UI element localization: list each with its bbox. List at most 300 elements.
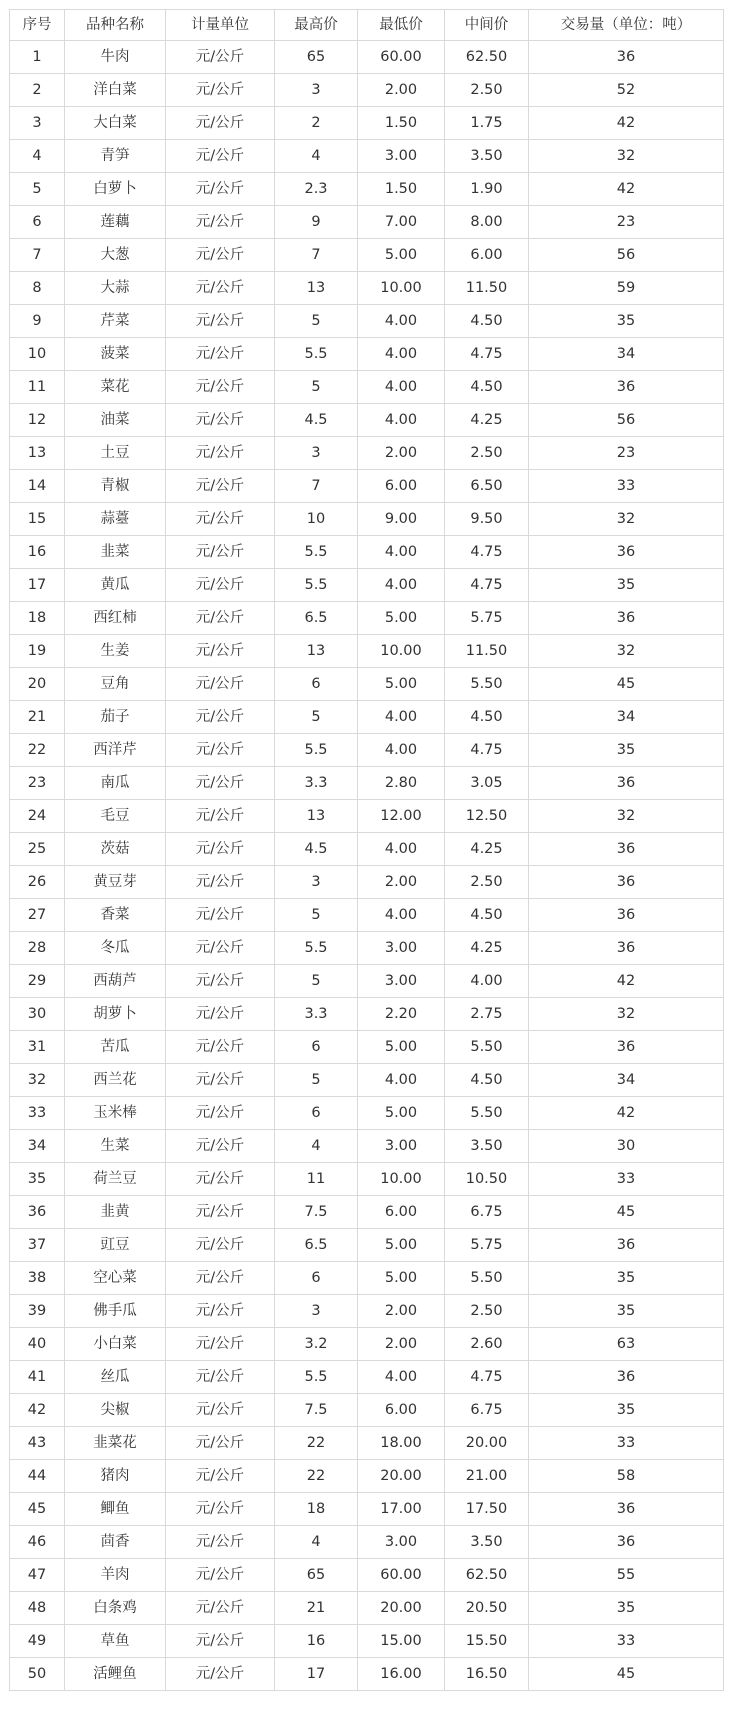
cell-volume: 36 [529,602,724,635]
cell-variety-name: 尖椒 [65,1394,166,1427]
cell-unit: 元/公斤 [166,569,275,602]
cell-index: 14 [10,470,65,503]
cell-index: 4 [10,140,65,173]
cell-volume: 36 [529,1361,724,1394]
cell-unit: 元/公斤 [166,1262,275,1295]
cell-volume: 42 [529,1097,724,1130]
cell-unit: 元/公斤 [166,536,275,569]
cell-variety-name: 草鱼 [65,1625,166,1658]
cell-max-price: 5.5 [275,1361,358,1394]
table-row [10,998,724,1031]
cell-volume: 34 [529,701,724,734]
cell-max-price: 6 [275,668,358,701]
cell-mid-price: 5.75 [445,1229,529,1262]
table-row [10,1625,724,1658]
cell-variety-name: 大蒜 [65,272,166,305]
cell-volume: 36 [529,536,724,569]
cell-index: 5 [10,173,65,206]
cell-mid-price: 11.50 [445,635,529,668]
cell-index: 25 [10,833,65,866]
header-variety-name: 品种名称 [65,10,166,41]
cell-min-price: 1.50 [358,107,445,140]
cell-min-price: 4.00 [358,899,445,932]
table-row [10,1559,724,1592]
cell-max-price: 13 [275,635,358,668]
cell-max-price: 5.5 [275,338,358,371]
cell-mid-price: 5.50 [445,668,529,701]
price-table [9,9,724,1691]
cell-max-price: 16 [275,1625,358,1658]
cell-variety-name: 大葱 [65,239,166,272]
cell-index: 29 [10,965,65,998]
cell-volume: 33 [529,470,724,503]
cell-mid-price: 6.50 [445,470,529,503]
cell-variety-name: 青笋 [65,140,166,173]
cell-mid-price: 1.75 [445,107,529,140]
cell-volume: 45 [529,668,724,701]
cell-variety-name: 白条鸡 [65,1592,166,1625]
cell-variety-name: 西兰花 [65,1064,166,1097]
table-row [10,1493,724,1526]
cell-unit: 元/公斤 [166,635,275,668]
cell-max-price: 3 [275,866,358,899]
cell-index: 12 [10,404,65,437]
cell-volume: 42 [529,173,724,206]
cell-volume: 36 [529,1031,724,1064]
cell-volume: 33 [529,1625,724,1658]
table-row [10,701,724,734]
cell-max-price: 7.5 [275,1394,358,1427]
cell-max-price: 3 [275,74,358,107]
cell-index: 18 [10,602,65,635]
cell-mid-price: 62.50 [445,1559,529,1592]
cell-unit: 元/公斤 [166,107,275,140]
table-row [10,899,724,932]
cell-min-price: 10.00 [358,635,445,668]
cell-min-price: 4.00 [358,536,445,569]
cell-volume: 34 [529,338,724,371]
table-row [10,1526,724,1559]
cell-min-price: 3.00 [358,965,445,998]
cell-unit: 元/公斤 [166,1163,275,1196]
table-row [10,1592,724,1625]
cell-volume: 35 [529,1394,724,1427]
table-row [10,1361,724,1394]
table-row [10,1064,724,1097]
cell-variety-name: 西葫芦 [65,965,166,998]
cell-unit: 元/公斤 [166,1625,275,1658]
cell-variety-name: 羊肉 [65,1559,166,1592]
table-row [10,206,724,239]
cell-volume: 34 [529,1064,724,1097]
cell-variety-name: 白萝卜 [65,173,166,206]
cell-min-price: 3.00 [358,1526,445,1559]
cell-index: 6 [10,206,65,239]
cell-unit: 元/公斤 [166,1526,275,1559]
cell-max-price: 5.5 [275,536,358,569]
cell-min-price: 4.00 [358,371,445,404]
cell-index: 8 [10,272,65,305]
table-row [10,1097,724,1130]
cell-max-price: 4.5 [275,404,358,437]
cell-mid-price: 2.50 [445,1295,529,1328]
cell-min-price: 2.80 [358,767,445,800]
table-row [10,470,724,503]
table-row [10,371,724,404]
cell-max-price: 3 [275,1295,358,1328]
cell-mid-price: 2.50 [445,74,529,107]
cell-max-price: 4 [275,1130,358,1163]
table-row [10,1427,724,1460]
table-row [10,1229,724,1262]
cell-volume: 36 [529,932,724,965]
cell-volume: 36 [529,41,724,74]
cell-max-price: 7 [275,239,358,272]
cell-unit: 元/公斤 [166,305,275,338]
cell-max-price: 6 [275,1262,358,1295]
cell-min-price: 3.00 [358,932,445,965]
table-header [10,10,724,41]
cell-variety-name: 菠菜 [65,338,166,371]
cell-index: 43 [10,1427,65,1460]
cell-max-price: 22 [275,1427,358,1460]
cell-mid-price: 4.25 [445,932,529,965]
cell-min-price: 5.00 [358,1097,445,1130]
cell-variety-name: 活鲤鱼 [65,1658,166,1691]
cell-volume: 35 [529,1262,724,1295]
cell-min-price: 6.00 [358,1394,445,1427]
cell-variety-name: 韭菜 [65,536,166,569]
cell-volume: 33 [529,1427,724,1460]
cell-min-price: 4.00 [358,734,445,767]
cell-volume: 23 [529,437,724,470]
cell-min-price: 5.00 [358,239,445,272]
cell-min-price: 5.00 [358,1031,445,1064]
cell-volume: 45 [529,1196,724,1229]
cell-min-price: 60.00 [358,41,445,74]
cell-volume: 32 [529,635,724,668]
cell-max-price: 2 [275,107,358,140]
cell-index: 27 [10,899,65,932]
cell-index: 20 [10,668,65,701]
cell-mid-price: 12.50 [445,800,529,833]
cell-mid-price: 3.50 [445,1130,529,1163]
cell-unit: 元/公斤 [166,272,275,305]
table-row [10,1130,724,1163]
cell-max-price: 5.5 [275,932,358,965]
cell-mid-price: 4.25 [445,404,529,437]
cell-unit: 元/公斤 [166,503,275,536]
cell-index: 9 [10,305,65,338]
cell-unit: 元/公斤 [166,41,275,74]
cell-min-price: 4.00 [358,569,445,602]
cell-variety-name: 芹菜 [65,305,166,338]
cell-unit: 元/公斤 [166,998,275,1031]
cell-min-price: 1.50 [358,173,445,206]
cell-index: 26 [10,866,65,899]
cell-variety-name: 小白菜 [65,1328,166,1361]
cell-variety-name: 猪肉 [65,1460,166,1493]
table-row [10,503,724,536]
cell-min-price: 2.20 [358,998,445,1031]
cell-variety-name: 洋白菜 [65,74,166,107]
cell-volume: 59 [529,272,724,305]
header-max-price: 最高价 [275,10,358,41]
cell-min-price: 4.00 [358,305,445,338]
table-row [10,74,724,107]
cell-max-price: 6 [275,1097,358,1130]
cell-mid-price: 17.50 [445,1493,529,1526]
cell-mid-price: 4.00 [445,965,529,998]
cell-max-price: 5.5 [275,569,358,602]
cell-min-price: 17.00 [358,1493,445,1526]
cell-max-price: 4 [275,140,358,173]
cell-mid-price: 2.75 [445,998,529,1031]
cell-mid-price: 2.50 [445,866,529,899]
cell-min-price: 10.00 [358,272,445,305]
cell-mid-price: 6.75 [445,1196,529,1229]
cell-max-price: 4.5 [275,833,358,866]
cell-max-price: 21 [275,1592,358,1625]
cell-min-price: 5.00 [358,602,445,635]
cell-min-price: 4.00 [358,1064,445,1097]
cell-min-price: 18.00 [358,1427,445,1460]
cell-max-price: 2.3 [275,173,358,206]
cell-max-price: 18 [275,1493,358,1526]
cell-unit: 元/公斤 [166,1361,275,1394]
cell-max-price: 5 [275,899,358,932]
cell-unit: 元/公斤 [166,833,275,866]
table-row [10,833,724,866]
cell-variety-name: 茄子 [65,701,166,734]
cell-unit: 元/公斤 [166,1493,275,1526]
cell-min-price: 5.00 [358,668,445,701]
cell-volume: 36 [529,833,724,866]
cell-max-price: 17 [275,1658,358,1691]
cell-variety-name: 荷兰豆 [65,1163,166,1196]
cell-unit: 元/公斤 [166,602,275,635]
table-row [10,1295,724,1328]
cell-unit: 元/公斤 [166,932,275,965]
cell-variety-name: 油菜 [65,404,166,437]
cell-min-price: 20.00 [358,1592,445,1625]
cell-mid-price: 3.50 [445,1526,529,1559]
cell-index: 30 [10,998,65,1031]
cell-volume: 35 [529,569,724,602]
cell-volume: 32 [529,800,724,833]
cell-volume: 35 [529,1295,724,1328]
cell-mid-price: 5.50 [445,1031,529,1064]
cell-unit: 元/公斤 [166,1658,275,1691]
cell-mid-price: 4.25 [445,833,529,866]
cell-variety-name: 空心菜 [65,1262,166,1295]
cell-unit: 元/公斤 [166,404,275,437]
cell-variety-name: 菜花 [65,371,166,404]
cell-variety-name: 牛肉 [65,41,166,74]
table-row [10,965,724,998]
table-row [10,602,724,635]
cell-unit: 元/公斤 [166,767,275,800]
table-row [10,404,724,437]
cell-index: 3 [10,107,65,140]
cell-max-price: 65 [275,41,358,74]
cell-max-price: 13 [275,272,358,305]
cell-unit: 元/公斤 [166,74,275,107]
cell-index: 35 [10,1163,65,1196]
table-row [10,734,724,767]
table-row [10,1658,724,1691]
table-row [10,437,724,470]
header-unit: 计量单位 [166,10,275,41]
cell-min-price: 2.00 [358,1328,445,1361]
cell-mid-price: 4.75 [445,338,529,371]
cell-min-price: 6.00 [358,470,445,503]
cell-volume: 52 [529,74,724,107]
cell-mid-price: 2.50 [445,437,529,470]
cell-min-price: 4.00 [358,404,445,437]
cell-index: 23 [10,767,65,800]
cell-index: 50 [10,1658,65,1691]
cell-variety-name: 茨菇 [65,833,166,866]
cell-variety-name: 韭黄 [65,1196,166,1229]
table-row [10,1394,724,1427]
cell-variety-name: 胡萝卜 [65,998,166,1031]
cell-unit: 元/公斤 [166,1427,275,1460]
cell-mid-price: 4.75 [445,1361,529,1394]
cell-variety-name: 鲫鱼 [65,1493,166,1526]
table-row [10,1031,724,1064]
cell-mid-price: 4.50 [445,899,529,932]
cell-min-price: 2.00 [358,437,445,470]
table-row [10,800,724,833]
cell-unit: 元/公斤 [166,1295,275,1328]
cell-max-price: 3.3 [275,767,358,800]
cell-unit: 元/公斤 [166,800,275,833]
cell-variety-name: 豇豆 [65,1229,166,1262]
cell-variety-name: 苦瓜 [65,1031,166,1064]
cell-min-price: 10.00 [358,1163,445,1196]
cell-index: 21 [10,701,65,734]
cell-min-price: 4.00 [358,833,445,866]
cell-index: 31 [10,1031,65,1064]
cell-max-price: 6.5 [275,602,358,635]
table-row [10,932,724,965]
cell-max-price: 3 [275,437,358,470]
cell-unit: 元/公斤 [166,173,275,206]
cell-index: 37 [10,1229,65,1262]
table-row [10,668,724,701]
cell-min-price: 5.00 [358,1262,445,1295]
cell-mid-price: 11.50 [445,272,529,305]
cell-variety-name: 佛手瓜 [65,1295,166,1328]
cell-unit: 元/公斤 [166,1460,275,1493]
cell-unit: 元/公斤 [166,140,275,173]
cell-volume: 32 [529,998,724,1031]
cell-unit: 元/公斤 [166,1130,275,1163]
cell-volume: 45 [529,1658,724,1691]
cell-mid-price: 4.75 [445,536,529,569]
cell-mid-price: 5.75 [445,602,529,635]
cell-max-price: 3.3 [275,998,358,1031]
cell-volume: 35 [529,734,724,767]
cell-mid-price: 4.75 [445,569,529,602]
cell-mid-price: 5.50 [445,1097,529,1130]
cell-max-price: 65 [275,1559,358,1592]
cell-volume: 36 [529,371,724,404]
cell-index: 11 [10,371,65,404]
cell-unit: 元/公斤 [166,1064,275,1097]
cell-volume: 35 [529,305,724,338]
cell-index: 2 [10,74,65,107]
cell-unit: 元/公斤 [166,701,275,734]
cell-mid-price: 21.00 [445,1460,529,1493]
cell-mid-price: 6.75 [445,1394,529,1427]
cell-variety-name: 西洋芹 [65,734,166,767]
cell-mid-price: 4.50 [445,1064,529,1097]
cell-variety-name: 西红柿 [65,602,166,635]
cell-volume: 36 [529,899,724,932]
cell-variety-name: 大白菜 [65,107,166,140]
cell-index: 24 [10,800,65,833]
cell-min-price: 60.00 [358,1559,445,1592]
cell-mid-price: 16.50 [445,1658,529,1691]
cell-index: 22 [10,734,65,767]
cell-index: 16 [10,536,65,569]
table-row [10,41,724,74]
cell-max-price: 5 [275,371,358,404]
cell-max-price: 11 [275,1163,358,1196]
cell-variety-name: 玉米棒 [65,1097,166,1130]
cell-mid-price: 4.75 [445,734,529,767]
cell-mid-price: 62.50 [445,41,529,74]
cell-unit: 元/公斤 [166,1394,275,1427]
table-row [10,338,724,371]
cell-index: 44 [10,1460,65,1493]
cell-unit: 元/公斤 [166,206,275,239]
cell-max-price: 6.5 [275,1229,358,1262]
cell-index: 47 [10,1559,65,1592]
table-row [10,1163,724,1196]
cell-index: 13 [10,437,65,470]
cell-unit: 元/公斤 [166,1229,275,1262]
cell-unit: 元/公斤 [166,1328,275,1361]
cell-variety-name: 豆角 [65,668,166,701]
cell-index: 10 [10,338,65,371]
cell-index: 41 [10,1361,65,1394]
cell-volume: 56 [529,404,724,437]
table-row [10,107,724,140]
cell-variety-name: 毛豆 [65,800,166,833]
cell-mid-price: 4.50 [445,371,529,404]
cell-variety-name: 青椒 [65,470,166,503]
cell-index: 39 [10,1295,65,1328]
cell-volume: 33 [529,1163,724,1196]
cell-index: 32 [10,1064,65,1097]
cell-index: 49 [10,1625,65,1658]
cell-min-price: 20.00 [358,1460,445,1493]
cell-volume: 32 [529,503,724,536]
cell-index: 15 [10,503,65,536]
cell-volume: 23 [529,206,724,239]
cell-variety-name: 生姜 [65,635,166,668]
cell-volume: 35 [529,1592,724,1625]
cell-mid-price: 3.05 [445,767,529,800]
cell-max-price: 4 [275,1526,358,1559]
cell-index: 42 [10,1394,65,1427]
table-row [10,866,724,899]
cell-volume: 56 [529,239,724,272]
cell-volume: 36 [529,1526,724,1559]
